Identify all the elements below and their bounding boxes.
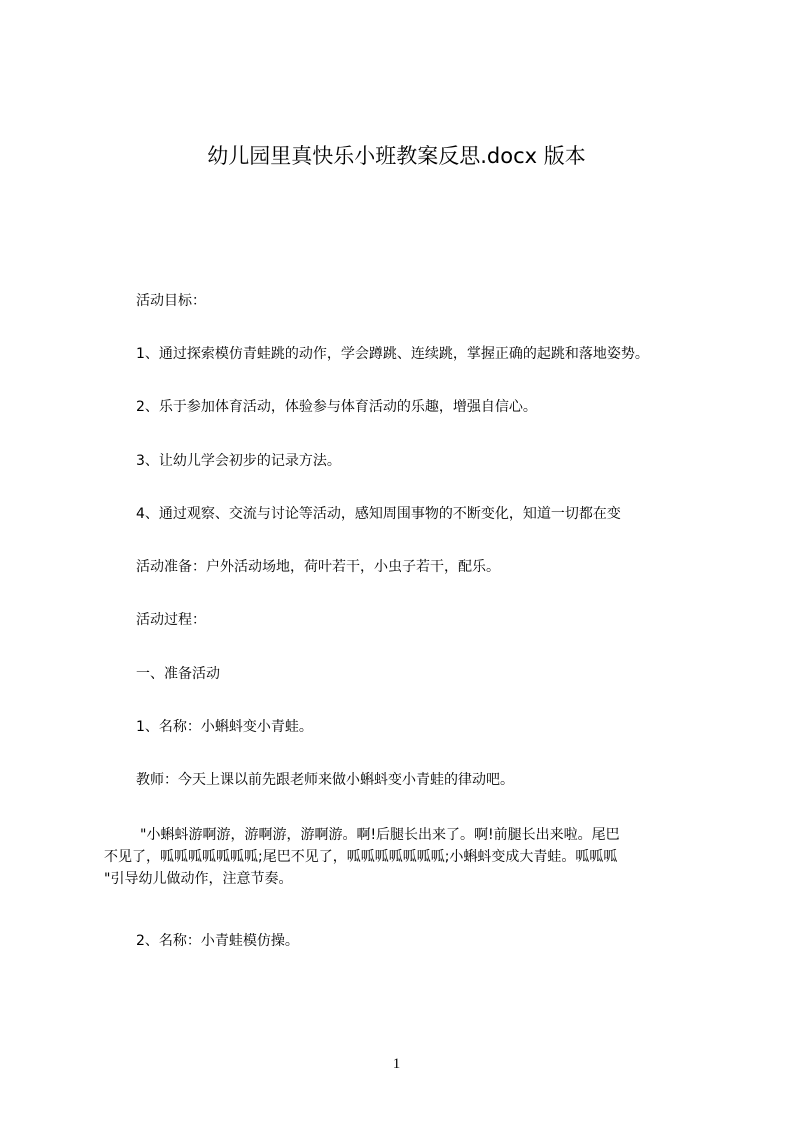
paragraph-goal-1: 1、通过探索模仿青蛙跳的动作，学会蹲跳、连续跳，掌握正确的起跳和落地姿势。 — [136, 346, 649, 362]
chant-line-3: "引导幼儿做动作，注意节奏。 — [104, 871, 293, 887]
chant-line-2: 不见了，呱呱呱呱呱呱呱;尾巴不见了，呱呱呱呱呱呱呱;小蝌蚪变成大青蛙。呱呱呱 — [104, 849, 618, 865]
paragraph-activity-goals: 活动目标： — [136, 293, 206, 309]
paragraph-goal-3: 3、让幼儿学会初步的记录方法。 — [136, 453, 341, 469]
paragraph-rhythm-chant — [104, 824, 704, 890]
paragraph-teacher-line: 教师：今天上课以前先跟老师来做小蝌蚪变小青蛙的律动吧。 — [136, 772, 514, 788]
paragraph-activity-process: 活动过程： — [136, 612, 206, 628]
document-title: 幼儿园里真快乐小班教案反思.docx 版本 — [207, 144, 586, 168]
page-number: 1 — [392, 1056, 401, 1072]
paragraph-section-prep: 一、准备活动 — [136, 666, 220, 682]
paragraph-activity-prep: 活动准备：户外活动场地，荷叶若干，小虫子若干，配乐。 — [136, 559, 500, 575]
paragraph-goal-4: 4、通过观察、交流与讨论等活动，感知周围事物的不断变化，知道一切都在变 — [136, 506, 621, 522]
paragraph-item-2-name: 2、名称：小青蛙模仿操。 — [136, 933, 299, 949]
chant-line-1: "小蝌蚪游啊游，游啊游，游啊游。啊!后腿长出来了。啊!前腿长出来啦。尾巴 — [140, 827, 620, 843]
paragraph-goal-2: 2、乐于参加体育活动，体验参与体育活动的乐趣，增强自信心。 — [136, 399, 537, 415]
paragraph-item-1-name: 1、名称：小蝌蚪变小青蛙。 — [136, 719, 313, 735]
